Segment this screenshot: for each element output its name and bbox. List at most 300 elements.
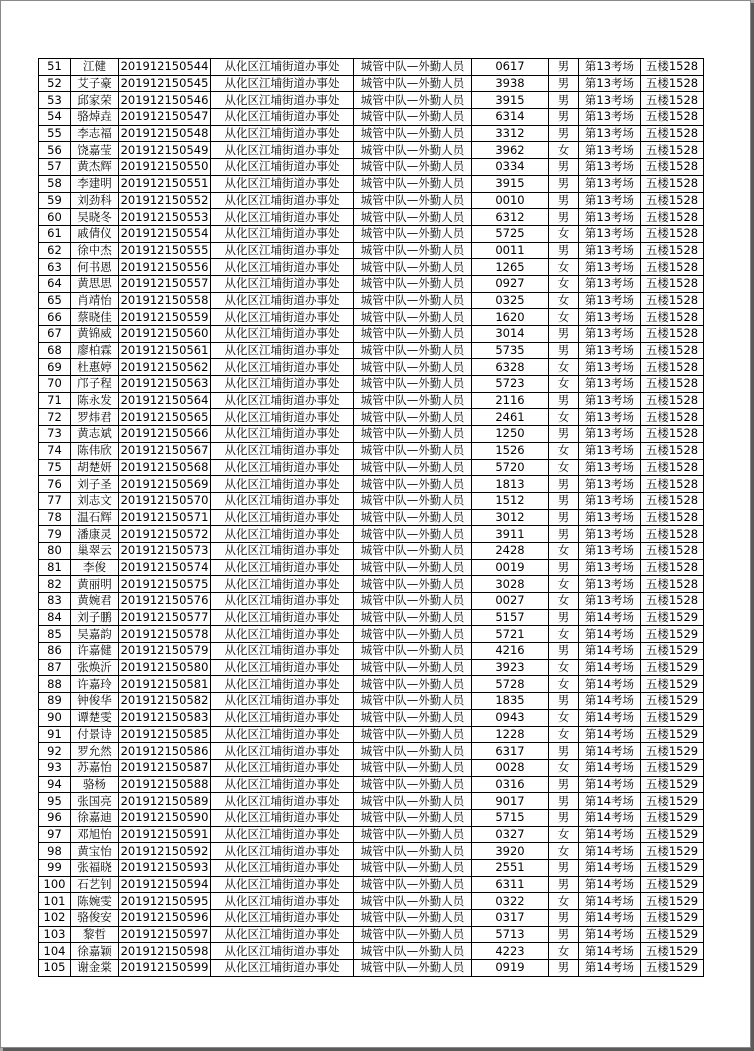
position-cell: 城管中队—外勤人员 xyxy=(354,893,472,910)
gender-cell: 男 xyxy=(549,242,579,259)
candidate-name-cell: 付景诗 xyxy=(71,726,119,743)
table-row xyxy=(39,459,704,476)
room-location-cell: 五楼1528 xyxy=(641,576,704,593)
position-code-cell: 6311 xyxy=(472,876,549,893)
position-cell: 城管中队—外勤人员 xyxy=(354,92,472,109)
candidate-name-cell: 黎哲 xyxy=(71,926,119,943)
exam-room-cell: 第14考场 xyxy=(579,843,641,860)
employer-unit-cell: 从化区江埔街道办事处 xyxy=(211,809,354,826)
candidate-name-cell: 张国亮 xyxy=(71,793,119,810)
room-location-cell: 五楼1528 xyxy=(641,409,704,426)
table-row xyxy=(39,359,704,376)
position-cell: 城管中队—外勤人员 xyxy=(354,225,472,242)
employer-unit-cell: 从化区江埔街道办事处 xyxy=(211,893,354,910)
employer-unit-cell: 从化区江埔街道办事处 xyxy=(211,676,354,693)
position-cell: 城管中队—外勤人员 xyxy=(354,509,472,526)
room-location-cell: 五楼1528 xyxy=(641,209,704,226)
candidate-name-cell: 黄锦威 xyxy=(71,326,119,343)
employer-unit-cell: 从化区江埔街道办事处 xyxy=(211,259,354,276)
position-code-cell: 1512 xyxy=(472,492,549,509)
table-row xyxy=(39,75,704,92)
position-cell: 城管中队—外勤人员 xyxy=(354,793,472,810)
position-code-cell: 0019 xyxy=(472,559,549,576)
gender-cell: 男 xyxy=(549,392,579,409)
room-location-cell: 五楼1528 xyxy=(641,359,704,376)
employer-unit-cell: 从化区江埔街道办事处 xyxy=(211,860,354,877)
exam-room-cell: 第13考场 xyxy=(579,292,641,309)
room-location-cell: 五楼1528 xyxy=(641,259,704,276)
gender-cell: 女 xyxy=(549,292,579,309)
candidate-name-cell: 黄婉君 xyxy=(71,593,119,610)
employer-unit-cell: 从化区江埔街道办事处 xyxy=(211,59,354,76)
exam-room-cell: 第13考场 xyxy=(579,159,641,176)
ticket-number-cell: 201912150587 xyxy=(119,759,211,776)
ticket-number-cell: 201912150549 xyxy=(119,142,211,159)
table-row xyxy=(39,509,704,526)
exam-room-cell: 第13考场 xyxy=(579,192,641,209)
table-row xyxy=(39,159,704,176)
candidate-name-cell: 张焕沂 xyxy=(71,659,119,676)
ticket-number-cell: 201912150569 xyxy=(119,476,211,493)
exam-room-cell: 第13考场 xyxy=(579,492,641,509)
position-cell: 城管中队—外勤人员 xyxy=(354,392,472,409)
employer-unit-cell: 从化区江埔街道办事处 xyxy=(211,926,354,943)
room-location-cell: 五楼1528 xyxy=(641,376,704,393)
position-code-cell: 1835 xyxy=(472,693,549,710)
table-row xyxy=(39,593,704,610)
ticket-number-cell: 201912150558 xyxy=(119,292,211,309)
position-cell: 城管中队—外勤人员 xyxy=(354,409,472,426)
position-cell: 城管中队—外勤人员 xyxy=(354,359,472,376)
exam-room-cell: 第13考场 xyxy=(579,409,641,426)
table-row xyxy=(39,559,704,576)
position-code-cell: 9017 xyxy=(472,793,549,810)
ticket-number-cell: 201912150592 xyxy=(119,843,211,860)
position-cell: 城管中队—外勤人员 xyxy=(354,342,472,359)
ticket-number-cell: 201912150596 xyxy=(119,910,211,927)
room-location-cell: 五楼1528 xyxy=(641,225,704,242)
gender-cell: 男 xyxy=(549,643,579,660)
exam-room-cell: 第14考场 xyxy=(579,709,641,726)
candidate-name-cell: 李志福 xyxy=(71,125,119,142)
table-row xyxy=(39,492,704,509)
position-cell: 城管中队—外勤人员 xyxy=(354,593,472,610)
position-cell: 城管中队—外勤人员 xyxy=(354,292,472,309)
employer-unit-cell: 从化区江埔街道办事处 xyxy=(211,759,354,776)
candidate-name-cell: 刘志文 xyxy=(71,492,119,509)
table-row xyxy=(39,426,704,443)
employer-unit-cell: 从化区江埔街道办事处 xyxy=(211,726,354,743)
table-row xyxy=(39,442,704,459)
exam-room-cell: 第14考场 xyxy=(579,743,641,760)
candidate-name-cell: 邱家荣 xyxy=(71,92,119,109)
ticket-number-cell: 201912150556 xyxy=(119,259,211,276)
position-code-cell: 5728 xyxy=(472,676,549,693)
position-cell: 城管中队—外勤人员 xyxy=(354,442,472,459)
table-row xyxy=(39,809,704,826)
row-number-cell: 82 xyxy=(39,576,71,593)
room-location-cell: 五楼1528 xyxy=(641,526,704,543)
room-location-cell: 五楼1528 xyxy=(641,593,704,610)
room-location-cell: 五楼1529 xyxy=(641,626,704,643)
candidate-name-cell: 潘康灵 xyxy=(71,526,119,543)
ticket-number-cell: 201912150559 xyxy=(119,309,211,326)
employer-unit-cell: 从化区江埔街道办事处 xyxy=(211,409,354,426)
position-code-cell: 3028 xyxy=(472,576,549,593)
candidate-name-cell: 刘子鹏 xyxy=(71,609,119,626)
employer-unit-cell: 从化区江埔街道办事处 xyxy=(211,359,354,376)
position-cell: 城管中队—外勤人员 xyxy=(354,142,472,159)
exam-room-cell: 第13考场 xyxy=(579,392,641,409)
row-number-cell: 78 xyxy=(39,509,71,526)
candidate-name-cell: 刘子圣 xyxy=(71,476,119,493)
row-number-cell: 63 xyxy=(39,259,71,276)
roster-body xyxy=(39,59,704,977)
employer-unit-cell: 从化区江埔街道办事处 xyxy=(211,275,354,292)
exam-room-cell: 第13考场 xyxy=(579,559,641,576)
table-row xyxy=(39,526,704,543)
table-row xyxy=(39,392,704,409)
exam-room-cell: 第14考场 xyxy=(579,776,641,793)
employer-unit-cell: 从化区江埔街道办事处 xyxy=(211,526,354,543)
ticket-number-cell: 201912150560 xyxy=(119,326,211,343)
room-location-cell: 五楼1529 xyxy=(641,809,704,826)
position-code-cell: 5723 xyxy=(472,376,549,393)
row-number-cell: 77 xyxy=(39,492,71,509)
room-location-cell: 五楼1529 xyxy=(641,659,704,676)
position-code-cell: 0028 xyxy=(472,759,549,776)
position-cell: 城管中队—外勤人员 xyxy=(354,943,472,960)
row-number-cell: 57 xyxy=(39,159,71,176)
row-number-cell: 60 xyxy=(39,209,71,226)
candidate-name-cell: 邝子程 xyxy=(71,376,119,393)
position-cell: 城管中队—外勤人员 xyxy=(354,776,472,793)
room-location-cell: 五楼1528 xyxy=(641,442,704,459)
room-location-cell: 五楼1529 xyxy=(641,776,704,793)
position-code-cell: 3911 xyxy=(472,526,549,543)
exam-room-cell: 第13考场 xyxy=(579,359,641,376)
employer-unit-cell: 从化区江埔街道办事处 xyxy=(211,426,354,443)
ticket-number-cell: 201912150554 xyxy=(119,225,211,242)
table-row xyxy=(39,759,704,776)
room-location-cell: 五楼1528 xyxy=(641,192,704,209)
position-code-cell: 1228 xyxy=(472,726,549,743)
gender-cell: 女 xyxy=(549,626,579,643)
candidate-name-cell: 蔡晓佳 xyxy=(71,309,119,326)
exam-room-cell: 第13考场 xyxy=(579,242,641,259)
position-code-cell: 2116 xyxy=(472,392,549,409)
gender-cell: 女 xyxy=(549,709,579,726)
candidate-name-cell: 饶嘉莹 xyxy=(71,142,119,159)
row-number-cell: 56 xyxy=(39,142,71,159)
room-location-cell: 五楼1529 xyxy=(641,860,704,877)
row-number-cell: 80 xyxy=(39,542,71,559)
table-row xyxy=(39,643,704,660)
ticket-number-cell: 201912150544 xyxy=(119,59,211,76)
candidate-name-cell: 许嘉健 xyxy=(71,643,119,660)
candidate-name-cell: 廖柏霖 xyxy=(71,342,119,359)
ticket-number-cell: 201912150577 xyxy=(119,609,211,626)
exam-room-cell: 第13考场 xyxy=(579,459,641,476)
gender-cell: 男 xyxy=(549,476,579,493)
employer-unit-cell: 从化区江埔街道办事处 xyxy=(211,492,354,509)
table-row xyxy=(39,225,704,242)
room-location-cell: 五楼1529 xyxy=(641,926,704,943)
candidate-name-cell: 徐嘉颖 xyxy=(71,943,119,960)
ticket-number-cell: 201912150555 xyxy=(119,242,211,259)
position-code-cell: 3915 xyxy=(472,92,549,109)
candidate-name-cell: 钟俊华 xyxy=(71,693,119,710)
ticket-number-cell: 201912150552 xyxy=(119,192,211,209)
candidate-name-cell: 骆杨 xyxy=(71,776,119,793)
position-code-cell: 0334 xyxy=(472,159,549,176)
exam-room-cell: 第14考场 xyxy=(579,860,641,877)
position-cell: 城管中队—外勤人员 xyxy=(354,910,472,927)
employer-unit-cell: 从化区江埔街道办事处 xyxy=(211,442,354,459)
candidate-name-cell: 徐嘉迪 xyxy=(71,809,119,826)
position-cell: 城管中队—外勤人员 xyxy=(354,676,472,693)
room-location-cell: 五楼1529 xyxy=(641,609,704,626)
position-cell: 城管中队—外勤人员 xyxy=(354,175,472,192)
table-row xyxy=(39,142,704,159)
employer-unit-cell: 从化区江埔街道办事处 xyxy=(211,309,354,326)
ticket-number-cell: 201912150546 xyxy=(119,92,211,109)
room-location-cell: 五楼1529 xyxy=(641,793,704,810)
candidate-name-cell: 张福晓 xyxy=(71,860,119,877)
row-number-cell: 95 xyxy=(39,793,71,810)
ticket-number-cell: 201912150585 xyxy=(119,726,211,743)
position-cell: 城管中队—外勤人员 xyxy=(354,542,472,559)
exam-room-cell: 第13考场 xyxy=(579,209,641,226)
position-code-cell: 0317 xyxy=(472,910,549,927)
table-row xyxy=(39,476,704,493)
exam-room-cell: 第13考场 xyxy=(579,442,641,459)
employer-unit-cell: 从化区江埔街道办事处 xyxy=(211,225,354,242)
room-location-cell: 五楼1529 xyxy=(641,759,704,776)
exam-room-cell: 第13考场 xyxy=(579,125,641,142)
position-cell: 城管中队—外勤人员 xyxy=(354,109,472,126)
gender-cell: 男 xyxy=(549,125,579,142)
gender-cell: 女 xyxy=(549,826,579,843)
position-code-cell: 5713 xyxy=(472,926,549,943)
candidate-name-cell: 黄丽明 xyxy=(71,576,119,593)
gender-cell: 女 xyxy=(549,409,579,426)
row-number-cell: 58 xyxy=(39,175,71,192)
gender-cell: 女 xyxy=(549,259,579,276)
gender-cell: 女 xyxy=(549,359,579,376)
ticket-number-cell: 201912150567 xyxy=(119,442,211,459)
exam-room-cell: 第13考场 xyxy=(579,92,641,109)
ticket-number-cell: 201912150580 xyxy=(119,659,211,676)
ticket-number-cell: 201912150570 xyxy=(119,492,211,509)
ticket-number-cell: 201912150575 xyxy=(119,576,211,593)
gender-cell: 男 xyxy=(549,109,579,126)
candidate-name-cell: 吴嘉韵 xyxy=(71,626,119,643)
ticket-number-cell: 201912150597 xyxy=(119,926,211,943)
exam-room-cell: 第13考场 xyxy=(579,509,641,526)
exam-room-cell: 第13考场 xyxy=(579,526,641,543)
exam-room-cell: 第14考场 xyxy=(579,876,641,893)
room-location-cell: 五楼1528 xyxy=(641,292,704,309)
row-number-cell: 92 xyxy=(39,743,71,760)
position-code-cell: 3920 xyxy=(472,843,549,860)
row-number-cell: 55 xyxy=(39,125,71,142)
row-number-cell: 102 xyxy=(39,910,71,927)
row-number-cell: 96 xyxy=(39,809,71,826)
ticket-number-cell: 201912150598 xyxy=(119,943,211,960)
room-location-cell: 五楼1529 xyxy=(641,676,704,693)
exam-room-cell: 第13考场 xyxy=(579,593,641,610)
employer-unit-cell: 从化区江埔街道办事处 xyxy=(211,376,354,393)
table-row xyxy=(39,926,704,943)
room-location-cell: 五楼1528 xyxy=(641,275,704,292)
ticket-number-cell: 201912150586 xyxy=(119,743,211,760)
ticket-number-cell: 201912150578 xyxy=(119,626,211,643)
table-row xyxy=(39,109,704,126)
table-row xyxy=(39,342,704,359)
ticket-number-cell: 201912150553 xyxy=(119,209,211,226)
exam-roster-table xyxy=(38,58,704,977)
candidate-name-cell: 谢金棠 xyxy=(71,960,119,977)
employer-unit-cell: 从化区江埔街道办事处 xyxy=(211,175,354,192)
room-location-cell: 五楼1529 xyxy=(641,826,704,843)
room-location-cell: 五楼1529 xyxy=(641,643,704,660)
row-number-cell: 71 xyxy=(39,392,71,409)
room-location-cell: 五楼1528 xyxy=(641,476,704,493)
row-number-cell: 53 xyxy=(39,92,71,109)
exam-room-cell: 第14考场 xyxy=(579,643,641,660)
employer-unit-cell: 从化区江埔街道办事处 xyxy=(211,392,354,409)
ticket-number-cell: 201912150576 xyxy=(119,593,211,610)
position-code-cell: 1250 xyxy=(472,426,549,443)
employer-unit-cell: 从化区江埔街道办事处 xyxy=(211,693,354,710)
candidate-name-cell: 艾子豪 xyxy=(71,75,119,92)
candidate-name-cell: 许嘉玲 xyxy=(71,676,119,693)
table-row xyxy=(39,292,704,309)
room-location-cell: 五楼1528 xyxy=(641,109,704,126)
row-number-cell: 87 xyxy=(39,659,71,676)
position-cell: 城管中队—外勤人员 xyxy=(354,960,472,977)
ticket-number-cell: 201912150545 xyxy=(119,75,211,92)
room-location-cell: 五楼1528 xyxy=(641,542,704,559)
candidate-name-cell: 黄思思 xyxy=(71,275,119,292)
table-row xyxy=(39,709,704,726)
exam-room-cell: 第13考场 xyxy=(579,59,641,76)
employer-unit-cell: 从化区江埔街道办事处 xyxy=(211,793,354,810)
employer-unit-cell: 从化区江埔街道办事处 xyxy=(211,776,354,793)
row-number-cell: 79 xyxy=(39,526,71,543)
ticket-number-cell: 201912150572 xyxy=(119,526,211,543)
position-code-cell: 3962 xyxy=(472,142,549,159)
room-location-cell: 五楼1528 xyxy=(641,392,704,409)
exam-room-cell: 第13考场 xyxy=(579,175,641,192)
position-code-cell: 0011 xyxy=(472,242,549,259)
candidate-name-cell: 徐中杰 xyxy=(71,242,119,259)
employer-unit-cell: 从化区江埔街道办事处 xyxy=(211,125,354,142)
ticket-number-cell: 201912150595 xyxy=(119,893,211,910)
position-code-cell: 0316 xyxy=(472,776,549,793)
candidate-name-cell: 苏嘉怡 xyxy=(71,759,119,776)
ticket-number-cell: 201912150573 xyxy=(119,542,211,559)
ticket-number-cell: 201912150568 xyxy=(119,459,211,476)
position-code-cell: 3915 xyxy=(472,175,549,192)
candidate-name-cell: 骆焯垚 xyxy=(71,109,119,126)
table-row xyxy=(39,376,704,393)
position-cell: 城管中队—外勤人员 xyxy=(354,843,472,860)
gender-cell: 女 xyxy=(549,893,579,910)
gender-cell: 女 xyxy=(549,576,579,593)
exam-room-cell: 第14考场 xyxy=(579,943,641,960)
gender-cell: 女 xyxy=(549,542,579,559)
row-number-cell: 64 xyxy=(39,275,71,292)
candidate-name-cell: 刘劲科 xyxy=(71,192,119,209)
gender-cell: 男 xyxy=(549,492,579,509)
position-code-cell: 3312 xyxy=(472,125,549,142)
candidate-name-cell: 陈婉雯 xyxy=(71,893,119,910)
position-cell: 城管中队—外勤人员 xyxy=(354,743,472,760)
gender-cell: 女 xyxy=(549,442,579,459)
row-number-cell: 83 xyxy=(39,593,71,610)
room-location-cell: 五楼1528 xyxy=(641,309,704,326)
position-code-cell: 4216 xyxy=(472,643,549,660)
gender-cell: 男 xyxy=(549,609,579,626)
table-row xyxy=(39,860,704,877)
gender-cell: 男 xyxy=(549,326,579,343)
row-number-cell: 70 xyxy=(39,376,71,393)
row-number-cell: 93 xyxy=(39,759,71,776)
room-location-cell: 五楼1528 xyxy=(641,92,704,109)
position-cell: 城管中队—外勤人员 xyxy=(354,659,472,676)
exam-room-cell: 第14考场 xyxy=(579,726,641,743)
row-number-cell: 98 xyxy=(39,843,71,860)
row-number-cell: 103 xyxy=(39,926,71,943)
position-cell: 城管中队—外勤人员 xyxy=(354,809,472,826)
table-row xyxy=(39,793,704,810)
row-number-cell: 72 xyxy=(39,409,71,426)
exam-room-cell: 第14考场 xyxy=(579,793,641,810)
ticket-number-cell: 201912150563 xyxy=(119,376,211,393)
gender-cell: 女 xyxy=(549,459,579,476)
room-location-cell: 五楼1529 xyxy=(641,709,704,726)
table-row xyxy=(39,409,704,426)
employer-unit-cell: 从化区江埔街道办事处 xyxy=(211,876,354,893)
position-cell: 城管中队—外勤人员 xyxy=(354,309,472,326)
room-location-cell: 五楼1528 xyxy=(641,559,704,576)
gender-cell: 男 xyxy=(549,793,579,810)
gender-cell: 男 xyxy=(549,175,579,192)
row-number-cell: 86 xyxy=(39,643,71,660)
row-number-cell: 89 xyxy=(39,693,71,710)
candidate-name-cell: 骆俊安 xyxy=(71,910,119,927)
gender-cell: 女 xyxy=(549,676,579,693)
row-number-cell: 101 xyxy=(39,893,71,910)
ticket-number-cell: 201912150579 xyxy=(119,643,211,660)
exam-room-cell: 第13考场 xyxy=(579,259,641,276)
candidate-name-cell: 罗允然 xyxy=(71,743,119,760)
employer-unit-cell: 从化区江埔街道办事处 xyxy=(211,559,354,576)
table-row xyxy=(39,910,704,927)
employer-unit-cell: 从化区江埔街道办事处 xyxy=(211,459,354,476)
position-cell: 城管中队—外勤人员 xyxy=(354,876,472,893)
position-code-cell: 0322 xyxy=(472,893,549,910)
position-cell: 城管中队—外勤人员 xyxy=(354,159,472,176)
employer-unit-cell: 从化区江埔街道办事处 xyxy=(211,342,354,359)
room-location-cell: 五楼1528 xyxy=(641,59,704,76)
candidate-name-cell: 罗炜君 xyxy=(71,409,119,426)
gender-cell: 男 xyxy=(549,860,579,877)
employer-unit-cell: 从化区江埔街道办事处 xyxy=(211,910,354,927)
ticket-number-cell: 201912150551 xyxy=(119,175,211,192)
